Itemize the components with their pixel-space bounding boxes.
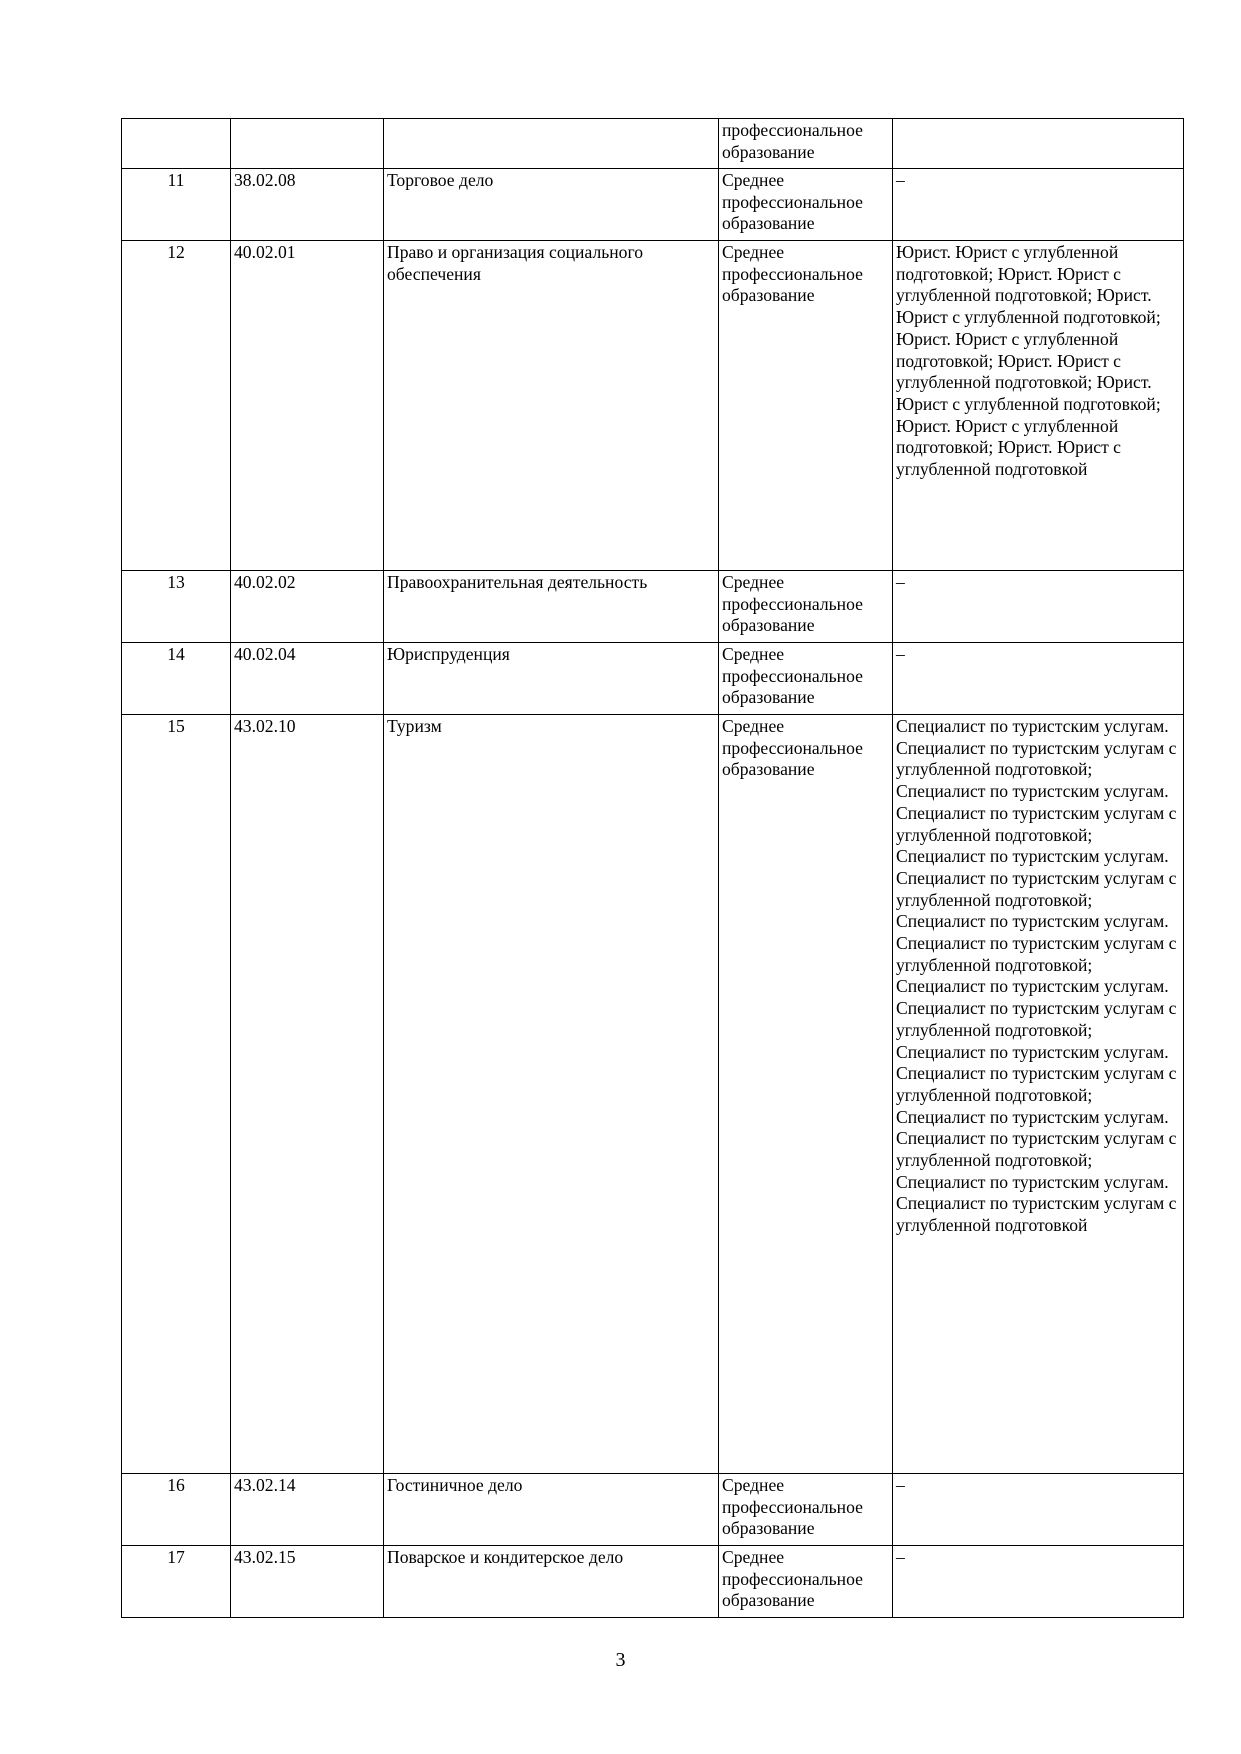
row-number: 14 xyxy=(122,643,231,715)
table-row xyxy=(122,119,1184,169)
education-level: Среднее профессиональное образование xyxy=(719,169,893,241)
specialty-name: Правоохранительная деятельность xyxy=(384,571,719,643)
specialty-name: Гостиничное дело xyxy=(384,1474,719,1546)
specialty-code: 38.02.08 xyxy=(231,169,384,241)
qualification: – xyxy=(893,571,1184,643)
row-number: 11 xyxy=(122,169,231,241)
education-level: Среднее профессиональное образование xyxy=(719,571,893,643)
education-level: Среднее профессиональное образование xyxy=(719,715,893,1474)
row-number: 17 xyxy=(122,1546,231,1618)
specialty-code: 43.02.10 xyxy=(231,715,384,1474)
specialty-code: 40.02.04 xyxy=(231,643,384,715)
education-level: профессиональное образование xyxy=(719,119,893,169)
qualification xyxy=(893,119,1184,169)
table-row xyxy=(122,1474,1184,1546)
qualification: Юрист. Юрист с углубленной подготовкой; Юрист. Юрист с углубленной подготовкой; Юрист. Юрист с углубленной подготовкой; Юрист. Юрист с углубленной подготовкой; Юрист. Юрист с углубленной подготовкой; Юрист. Юрист с углубленной подготовкой; Юрист. Юрист с углубленной подготовкой; Юрист. Юрист с углубленной подготовкой xyxy=(893,241,1184,571)
row-number: 13 xyxy=(122,571,231,643)
education-level: Среднее профессиональное образование xyxy=(719,1546,893,1618)
qualification: – xyxy=(893,1546,1184,1618)
qualification: – xyxy=(893,1474,1184,1546)
specialty-name: Право и организация социального обеспечения xyxy=(384,241,719,571)
education-level: Среднее профессиональное образование xyxy=(719,1474,893,1546)
table-row xyxy=(122,241,1184,571)
qualification: Специалист по туристским услугам. Специалист по туристским услугам с углубленной подготовкой; Специалист по туристским услугам. Специалист по туристским услугам с углубленной подготовкой; Специалист по туристским услугам. Специалист по туристским услугам с углубленной подготовкой; Специалист по туристским услугам. Специалист по туристским услугам с углубленной подготовкой; Специалист по туристским услугам. Специалист по туристским услугам с углубленной подготовкой; Специалист по туристским услугам. Специалист по туристским услугам с углубленной подготовкой; Специалист по туристским услугам. Специалист по туристским услугам с углубленной подготовкой; Специалист по туристским услугам. Специалист по туристским услугам с углубленной подготовкой xyxy=(893,715,1184,1474)
row-number: 12 xyxy=(122,241,231,571)
table-row xyxy=(122,1546,1184,1618)
specialty-name: Туризм xyxy=(384,715,719,1474)
specialty-code: 40.02.02 xyxy=(231,571,384,643)
specialty-name: Юриспруденция xyxy=(384,643,719,715)
specialty-name xyxy=(384,119,719,169)
row-number xyxy=(122,119,231,169)
table-row xyxy=(122,571,1184,643)
row-number: 16 xyxy=(122,1474,231,1546)
qualification: – xyxy=(893,169,1184,241)
specialty-code: 40.02.01 xyxy=(231,241,384,571)
table-row xyxy=(122,643,1184,715)
row-number: 15 xyxy=(122,715,231,1474)
specialties-table xyxy=(121,118,1184,1618)
education-level: Среднее профессиональное образование xyxy=(719,241,893,571)
specialty-name: Торговое дело xyxy=(384,169,719,241)
specialty-code: 43.02.14 xyxy=(231,1474,384,1546)
education-level: Среднее профессиональное образование xyxy=(719,643,893,715)
table-row xyxy=(122,715,1184,1474)
specialty-code: 43.02.15 xyxy=(231,1546,384,1618)
specialty-name: Поварское и кондитерское дело xyxy=(384,1546,719,1618)
table-row xyxy=(122,169,1184,241)
page-number: 3 xyxy=(615,1649,626,1671)
qualification: – xyxy=(893,643,1184,715)
specialty-code xyxy=(231,119,384,169)
